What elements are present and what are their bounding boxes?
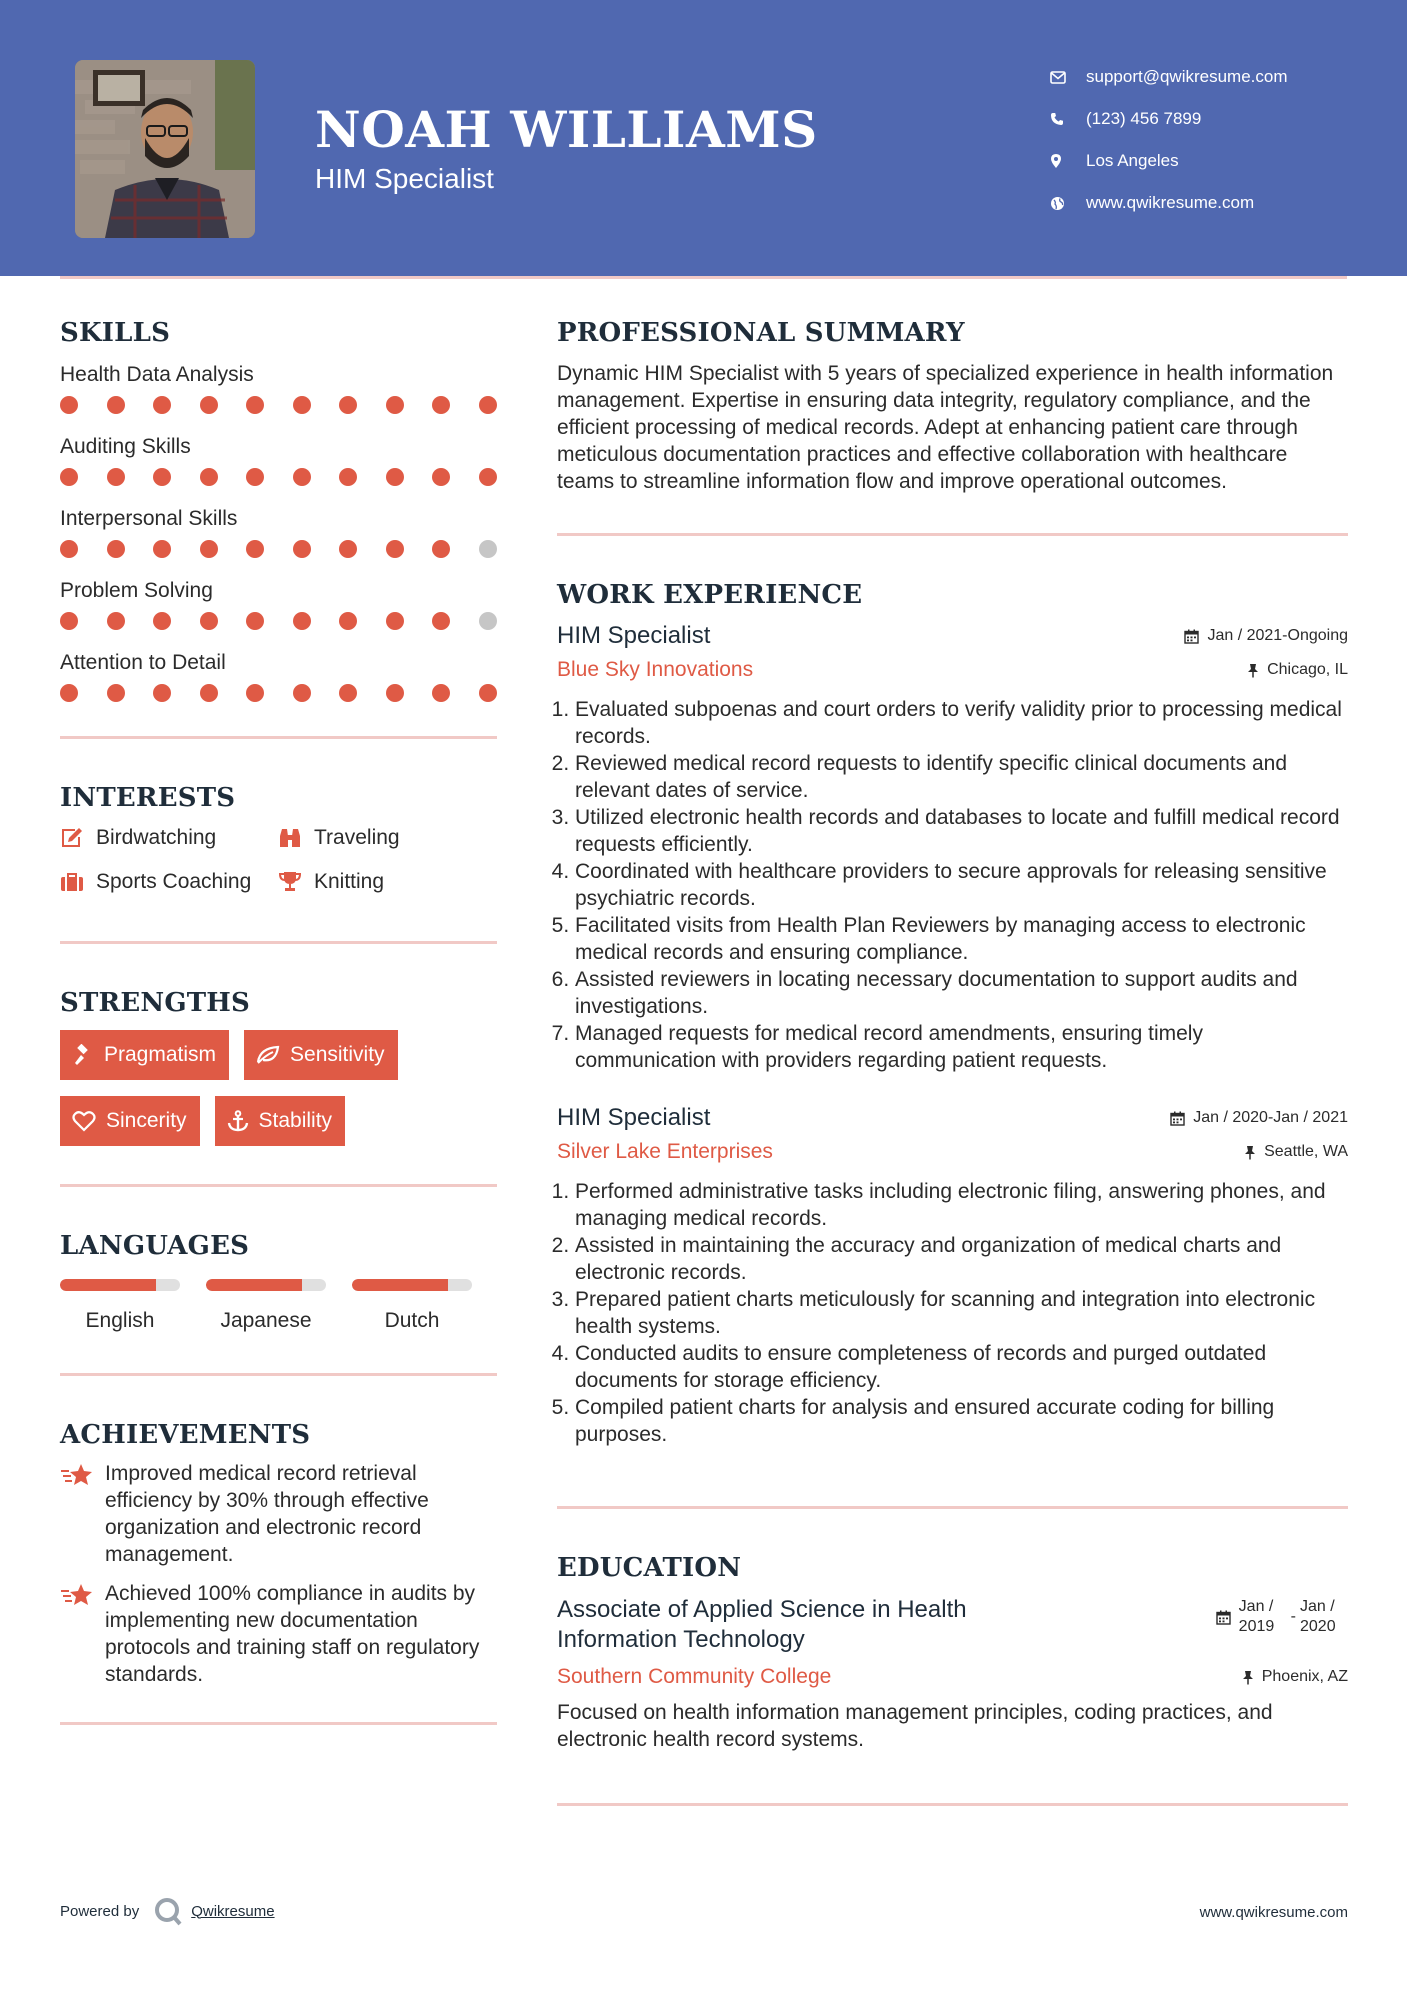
strength-label: Sensitivity	[290, 1043, 385, 1066]
section-divider	[60, 941, 497, 944]
rating-dot-filled	[293, 396, 311, 414]
rating-dot-filled	[339, 468, 357, 486]
briefcase-icon	[60, 871, 96, 893]
achievements-heading: ACHIEVEMENTS	[60, 1420, 311, 1450]
rating-dot-filled	[60, 540, 78, 558]
job-subheader	[557, 658, 1348, 682]
pushpin-icon	[1244, 1145, 1256, 1160]
strength-chip	[215, 1096, 346, 1146]
section-divider	[60, 736, 497, 739]
rating-dot-filled	[246, 612, 264, 630]
education-location-text: Phoenix, AZ	[1261, 1668, 1348, 1685]
education-description: Focused on health information management principles, coding practices, and electronic health record systems.	[557, 1701, 1273, 1751]
rating-dot-filled	[386, 540, 404, 558]
experience-section	[557, 580, 1348, 1509]
job-location-text: Seattle, WA	[1264, 1143, 1348, 1160]
skill-name: Interpersonal Skills	[60, 507, 238, 530]
interests-section	[60, 783, 497, 944]
job-dates	[1184, 627, 1348, 645]
job-header	[557, 1104, 1348, 1132]
rating-dot-filled	[432, 612, 450, 630]
interest-item	[60, 867, 278, 897]
rating-dot-filled	[107, 468, 125, 486]
duty-item: 1. Performed administrative tasks including electronic filing, answering phones, and managing medical records.	[575, 1178, 1348, 1232]
strength-label: Sincerity	[106, 1109, 187, 1132]
school-name: Southern Community College	[557, 1665, 832, 1688]
rating-dot-filled	[339, 612, 357, 630]
skills-heading: SKILLS	[60, 318, 171, 348]
rating-dot-filled	[386, 396, 404, 414]
rating-dot-filled	[246, 468, 264, 486]
contact-email[interactable]	[1050, 56, 1390, 98]
skill-name: Health Data Analysis	[60, 363, 254, 386]
gavel-icon	[72, 1044, 94, 1066]
skill-name: Attention to Detail	[60, 651, 226, 674]
rating-dot-filled	[107, 540, 125, 558]
achievement-item	[60, 1460, 497, 1568]
language-name: English	[85, 1309, 155, 1332]
job-location	[1247, 661, 1348, 679]
contact-phone-text: (123) 456 7899	[1086, 109, 1202, 128]
rating-dot-filled	[60, 684, 78, 702]
rating-dot-filled	[246, 684, 264, 702]
language-item	[206, 1279, 326, 1333]
rating-dot-filled	[107, 684, 125, 702]
skill-rating	[60, 396, 497, 414]
anchor-icon	[227, 1110, 249, 1132]
job-dates-text: Jan / 2020-Jan / 2021	[1193, 1109, 1348, 1126]
pushpin-icon	[1242, 1670, 1254, 1685]
duty-item: 2. Assisted in maintaining the accuracy and organization of medical charts and electronic records.	[575, 1232, 1348, 1286]
job-entry	[557, 1104, 1348, 1448]
contact-email-text: support@qwikresume.com	[1086, 67, 1288, 86]
experience-heading: WORK EXPERIENCE	[557, 580, 863, 610]
rating-dot-filled	[60, 612, 78, 630]
section-divider	[60, 1184, 497, 1187]
rating-dot-filled	[60, 468, 78, 486]
rating-dot-filled	[293, 468, 311, 486]
rating-dot-filled	[60, 396, 78, 414]
job-dates	[1170, 1109, 1348, 1127]
skills-list	[60, 360, 497, 702]
company-name: Blue Sky Innovations	[557, 658, 754, 681]
interest-item	[60, 823, 278, 853]
job-title: HIM Specialist	[557, 1104, 711, 1131]
contact-website[interactable]	[1050, 182, 1390, 224]
achievement-text: Improved medical record retrieval efficiency by 30% through effective organization and electronic record management.	[105, 1462, 429, 1566]
footer-url[interactable]: www.qwikresume.com	[1199, 1904, 1348, 1921]
rating-dot-filled	[200, 684, 218, 702]
duty-item: 4. Coordinated with healthcare providers to secure approvals for releasing sensitive psychiatric records.	[575, 858, 1348, 912]
languages-list	[60, 1279, 497, 1333]
candidate-title: HIM Specialist	[315, 163, 494, 194]
duty-item: 7. Managed requests for medical record amendments, ensuring timely communication with providers regarding patient requests.	[575, 1020, 1348, 1074]
language-bar-fill	[206, 1279, 302, 1291]
strength-chip	[244, 1030, 398, 1080]
rating-dot-filled	[339, 396, 357, 414]
qwikresume-logo-icon	[153, 1896, 183, 1926]
rating-dot-filled	[386, 684, 404, 702]
rating-dot-filled	[432, 540, 450, 558]
languages-heading: LANGUAGES	[60, 1231, 250, 1261]
job-subheader	[557, 1140, 1348, 1164]
skills-section	[60, 318, 497, 739]
rating-dot-filled	[200, 612, 218, 630]
language-bar	[206, 1279, 326, 1291]
skill-rating	[60, 468, 497, 486]
envelope-icon	[1050, 71, 1086, 84]
interests-heading: INTERESTS	[60, 783, 236, 813]
interests-list	[60, 823, 497, 897]
strengths-section	[60, 988, 497, 1187]
job-entry	[557, 622, 1348, 1074]
duty-item: 1. Evaluated subpoenas and court orders to verify validity prior to processing medical records.	[575, 696, 1348, 750]
interest-label: Sports Coaching	[96, 870, 252, 893]
education-date-end: Jan / 2020	[1300, 1598, 1336, 1635]
duty-item: 5. Compiled patient charts for analysis and ensured accurate coding for billing purposes.	[575, 1394, 1348, 1448]
education-header	[557, 1595, 1348, 1655]
calendar-icon	[1216, 1610, 1231, 1625]
education-dates	[1216, 1597, 1348, 1637]
interest-item	[278, 867, 497, 897]
strength-chip	[60, 1096, 200, 1146]
globe-icon	[1050, 196, 1086, 211]
skill-item	[60, 360, 497, 414]
strengths-heading: STRENGTHS	[60, 988, 251, 1018]
rating-dot-filled	[200, 468, 218, 486]
job-header	[557, 622, 1348, 650]
rating-dot-empty	[479, 540, 497, 558]
rating-dot-filled	[293, 540, 311, 558]
language-bar	[352, 1279, 472, 1291]
strength-label: Stability	[258, 1109, 333, 1132]
trophy-icon	[278, 871, 314, 893]
job-dates-text: Jan / 2021-Ongoing	[1207, 627, 1348, 644]
section-divider	[60, 1373, 497, 1376]
section-divider	[60, 1722, 497, 1725]
language-name: Japanese	[220, 1309, 312, 1332]
calendar-icon	[1184, 629, 1199, 644]
language-name: Dutch	[384, 1309, 440, 1332]
duties-list	[557, 1178, 1348, 1448]
candidate-name: NOAH WILLIAMS	[315, 100, 818, 159]
contact-phone[interactable]	[1050, 98, 1390, 140]
phone-icon	[1050, 112, 1086, 126]
company-name: Silver Lake Enterprises	[557, 1140, 773, 1163]
duty-item: 3. Prepared patient charts meticulously for scanning and integration into electronic health systems.	[575, 1286, 1348, 1340]
rating-dot-filled	[107, 396, 125, 414]
rating-dot-filled	[479, 684, 497, 702]
rating-dot-filled	[432, 468, 450, 486]
profile-photo	[75, 60, 255, 238]
achievement-item	[60, 1580, 497, 1688]
summary-heading: PROFESSIONAL SUMMARY	[557, 318, 965, 348]
duty-item: 2. Reviewed medical record requests to identify specific clinical documents and relevant dates of service.	[575, 750, 1348, 804]
header-divider	[60, 276, 1347, 279]
rating-dot-filled	[339, 684, 357, 702]
section-divider	[557, 533, 1348, 536]
education-subheader	[557, 1665, 1348, 1689]
star-icon	[60, 1580, 105, 1688]
language-bar-fill	[352, 1279, 448, 1291]
rating-dot-filled	[153, 684, 171, 702]
rating-dot-filled	[200, 540, 218, 558]
skill-item	[60, 504, 497, 558]
rating-dot-filled	[386, 468, 404, 486]
binoculars-icon	[278, 827, 314, 849]
rating-dot-empty	[479, 612, 497, 630]
rating-dot-filled	[339, 540, 357, 558]
education-heading: EDUCATION	[557, 1553, 742, 1583]
rating-dot-filled	[479, 396, 497, 414]
pencil-icon	[60, 827, 96, 849]
summary-section	[557, 318, 1348, 536]
language-bar	[60, 1279, 180, 1291]
duty-item: 5. Facilitated visits from Health Plan Reviewers by managing access to electronic medical records and ensuring compliance.	[575, 912, 1348, 966]
rating-dot-filled	[153, 468, 171, 486]
strength-label: Pragmatism	[104, 1043, 217, 1066]
contact-website-text: www.qwikresume.com	[1086, 193, 1255, 212]
education-location	[1242, 1668, 1348, 1686]
job-location	[1244, 1143, 1348, 1161]
qwikresume-link[interactable]: Qwikresume	[191, 1902, 275, 1920]
language-item	[60, 1279, 180, 1333]
map-pin-icon	[1050, 153, 1086, 169]
left-column	[60, 318, 497, 1725]
rating-dot-filled	[153, 396, 171, 414]
rating-dot-filled	[479, 468, 497, 486]
contact-location	[1050, 140, 1390, 182]
skill-rating	[60, 540, 497, 558]
job-location-text: Chicago, IL	[1267, 661, 1348, 678]
star-icon	[60, 1460, 105, 1568]
skill-item	[60, 648, 497, 702]
language-item	[352, 1279, 472, 1333]
rating-dot-filled	[200, 396, 218, 414]
leaf-icon	[256, 1045, 280, 1065]
interest-label: Knitting	[314, 870, 385, 893]
rating-dot-filled	[153, 540, 171, 558]
interest-item	[278, 823, 497, 853]
duties-list	[557, 696, 1348, 1074]
right-column	[557, 318, 1348, 1806]
rating-dot-filled	[293, 612, 311, 630]
languages-section	[60, 1231, 497, 1376]
pushpin-icon	[1247, 663, 1259, 678]
skill-rating	[60, 612, 497, 630]
contact-location-text: Los Angeles	[1086, 151, 1179, 170]
language-bar-fill	[60, 1279, 156, 1291]
education-date-start: Jan / 2019	[1238, 1598, 1275, 1635]
degree-title: Associate of Applied Science in Health Information Technology	[557, 1596, 967, 1653]
duty-item: 3. Utilized electronic health records and databases to locate and fulfill medical record requests efficiently.	[575, 804, 1348, 858]
skill-rating	[60, 684, 497, 702]
job-title: HIM Specialist	[557, 622, 711, 649]
rating-dot-filled	[107, 612, 125, 630]
rating-dot-filled	[246, 540, 264, 558]
skill-name: Problem Solving	[60, 579, 213, 602]
strengths-list	[60, 1030, 497, 1146]
education-section	[557, 1553, 1348, 1806]
interest-label: Birdwatching	[96, 826, 217, 849]
rating-dot-filled	[432, 396, 450, 414]
rating-dot-filled	[293, 684, 311, 702]
skill-item	[60, 432, 497, 486]
contact-list	[1050, 56, 1390, 224]
strength-chip	[60, 1030, 229, 1080]
education-date-sep: -	[1290, 1608, 1296, 1625]
heart-icon	[72, 1110, 96, 1132]
interest-label: Traveling	[314, 826, 400, 849]
duty-item: 6. Assisted reviewers in locating necessary documentation to support audits and investigations.	[575, 966, 1348, 1020]
skill-item	[60, 576, 497, 630]
footer-powered-by	[60, 1896, 275, 1926]
achievement-text: Achieved 100% compliance in audits by implementing new documentation protocols and training staff on regulatory standards.	[105, 1582, 480, 1686]
resume-header	[0, 0, 1407, 276]
section-divider	[557, 1803, 1348, 1806]
rating-dot-filled	[153, 612, 171, 630]
skill-name: Auditing Skills	[60, 435, 191, 458]
rating-dot-filled	[386, 612, 404, 630]
calendar-icon	[1170, 1111, 1185, 1126]
powered-by-text: Powered by	[60, 1902, 140, 1920]
summary-text: Dynamic HIM Specialist with 5 years of specialized experience in health information management. Expertise in ensuring data integrity, regulatory compliance, and the efficient processing of medical records. Adept at enhancing patient care through meticulous documentation practices and effective collaboration with healthcare teams to streamline information flow and improve operational outcomes.	[557, 362, 1334, 493]
rating-dot-filled	[246, 396, 264, 414]
rating-dot-filled	[432, 684, 450, 702]
section-divider	[557, 1506, 1348, 1509]
achievements-section	[60, 1420, 497, 1725]
duty-item: 4. Conducted audits to ensure completeness of records and purged outdated documents for storage efficiency.	[575, 1340, 1348, 1394]
